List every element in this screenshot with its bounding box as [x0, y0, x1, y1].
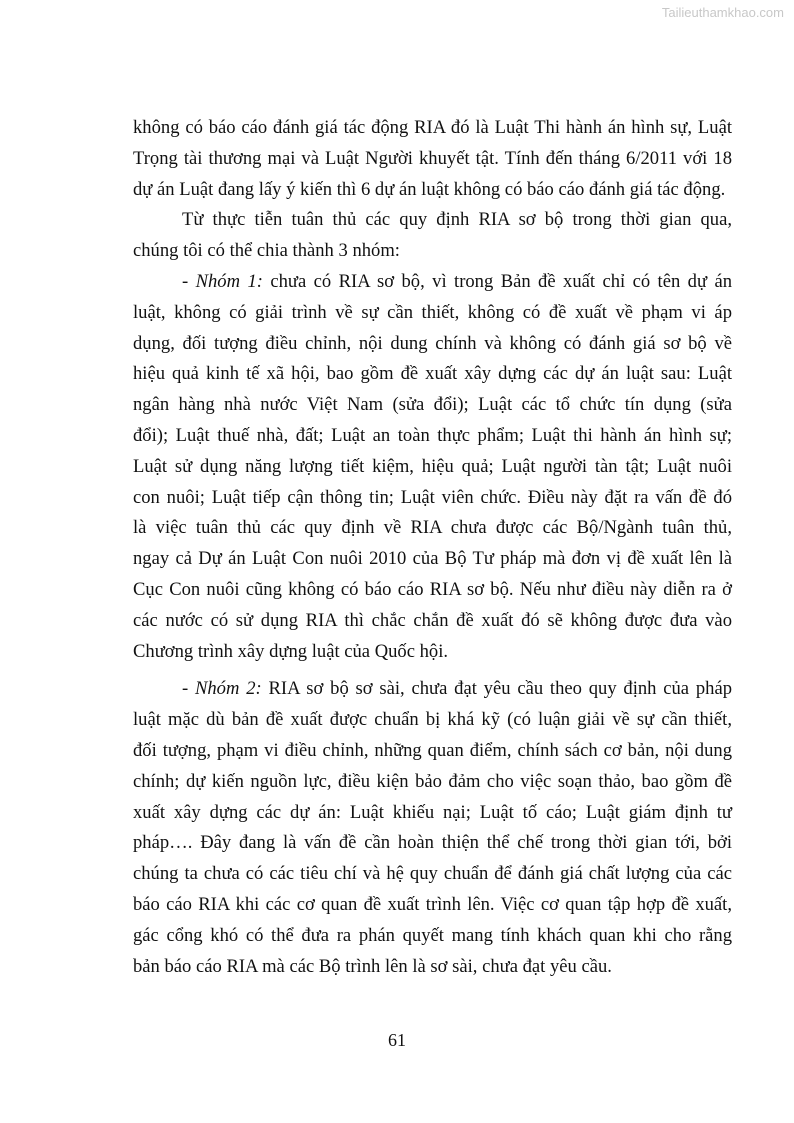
text-line — [133, 798, 732, 829]
text-line — [133, 113, 732, 144]
line-text: dụng, đối tượng điều chỉnh, nội dung chính và không có đánh giá sơ bộ về — [133, 332, 732, 354]
line-text: gác cổng khó có thể đưa ra phán quyết mang tính khách quan khi cho rằng — [133, 924, 732, 946]
line-text: các nước có sử dụng RIA thì chắc chắn đề xuất đó sẽ không được đưa vào — [133, 609, 732, 631]
line-text: là việc tuân thủ các quy định về RIA chưa được các Bộ/Ngành tuân thủ, — [133, 517, 732, 539]
text-line — [133, 637, 732, 668]
text-line — [133, 828, 732, 859]
line-text: không có báo cáo đánh giá tác động RIA đó là Luật Thi hành án hình sự, Luật — [133, 117, 732, 138]
line-text: bản báo cáo RIA mà các Bộ trình lên là sơ sài, chưa đạt yêu cầu. — [133, 955, 612, 977]
paragraph — [133, 113, 732, 205]
text-line — [133, 452, 732, 483]
line-text: luật mặc dù bản đề xuất được chuẩn bị khá kỹ (có luận giải về sự cần thiết, — [133, 709, 732, 731]
text-line — [133, 952, 732, 983]
text-line — [133, 674, 732, 705]
line-text: Chương trình xây dựng luật của Quốc hội. — [133, 640, 449, 662]
text-line — [133, 205, 732, 236]
text-line — [133, 359, 732, 390]
watermark: Tailieuthamkhao.com — [661, 5, 784, 20]
text-line — [133, 575, 732, 606]
text-line — [133, 606, 732, 637]
document-body — [133, 113, 732, 982]
line-text: dự án Luật đang lấy ý kiến thì 6 dự án luật không có báo cáo đánh giá tác động. — [133, 178, 726, 200]
line-text: Cục Con nuôi cũng không có báo cáo RIA sơ bộ. Nếu như điều này diễn ra ở — [133, 578, 732, 600]
text-line — [133, 513, 732, 544]
paragraph — [133, 267, 732, 667]
line-text: chính; dự kiến nguồn lực, điều kiện bảo đảm cho việc soạn thảo, bao gồm đề — [133, 770, 732, 792]
line-text: pháp…. Đây đang là vấn đề cần hoàn thiện thể chế trong thời gian tới, bởi — [133, 832, 732, 854]
text-line — [133, 329, 732, 360]
line-text: luật, không có giải trình về sự cần thiết, không có đề xuất về phạm vi áp — [133, 301, 732, 323]
page-number: 61 — [388, 1030, 406, 1050]
text-line — [133, 390, 732, 421]
line-text: báo cáo RIA khi các cơ quan đề xuất trình lên. Việc cơ quan tập hợp đề xuất, — [133, 893, 732, 915]
line-text: ngân hàng nhà nước Việt Nam (sửa đổi); Luật các tổ chức tín dụng (sửa — [133, 394, 732, 416]
text-line — [133, 483, 732, 514]
paragraph — [133, 205, 732, 267]
line-text: RIA sơ bộ sơ sài, chưa đạt yêu cầu theo quy định của pháp — [261, 678, 732, 700]
text-line — [133, 736, 732, 767]
line-text: ngay cả Dự án Luật Con nuôi 2010 của Bộ Tư pháp mà đơn vị đề xuất lên là — [133, 548, 732, 570]
text-line — [133, 236, 732, 267]
text-line — [133, 544, 732, 575]
line-text: Trọng tài thương mại và Luật Người khuyết tật. Tính đến tháng 6/2011 với 18 — [133, 147, 732, 169]
line-text: chúng ta chưa có các tiêu chí và hệ quy chuẩn để đánh giá chất lượng của các — [133, 863, 732, 885]
text-line — [133, 421, 732, 452]
paragraph — [133, 674, 732, 982]
line-text: chưa có RIA sơ bộ, vì trong Bản đề xuất chỉ có tên dự án — [262, 270, 733, 292]
group-label: - Nhóm 2: — [182, 678, 262, 700]
line-text: xuất xây dựng các dự án: Luật khiếu nại; Luật tố cáo; Luật giám định tư — [133, 801, 732, 823]
text-line — [133, 705, 732, 736]
text-line — [133, 859, 732, 890]
text-line — [133, 890, 732, 921]
text-line — [133, 175, 732, 206]
line-text: Từ thực tiễn tuân thủ các quy định RIA sơ bộ trong thời gian qua, — [182, 209, 732, 231]
line-text: đổi); Luật thuế nhà, đất; Luật an toàn thực phẩm; Luật thi hành án hình sự; — [133, 424, 732, 446]
text-line — [133, 298, 732, 329]
line-text: Luật sử dụng năng lượng tiết kiệm, hiệu quả; Luật người tàn tật; Luật nuôi — [133, 455, 732, 477]
text-line — [133, 144, 732, 175]
group-label: - Nhóm 1: — [182, 270, 263, 292]
line-text: đối tượng, phạm vi điều chỉnh, những quan điểm, chính sách cơ bản, nội dung — [133, 739, 732, 761]
text-line — [133, 767, 732, 798]
text-line — [133, 267, 732, 298]
line-text: hiệu quả kinh tế xã hội, bao gồm đề xuất xây dựng các dự án luật sau: Luật — [133, 363, 732, 385]
line-text: chúng tôi có thể chia thành 3 nhóm: — [133, 240, 400, 262]
line-text: con nuôi; Luật tiếp cận thông tin; Luật viên chức. Điều này đặt ra vấn đề đó — [133, 486, 732, 508]
text-line — [133, 921, 732, 952]
